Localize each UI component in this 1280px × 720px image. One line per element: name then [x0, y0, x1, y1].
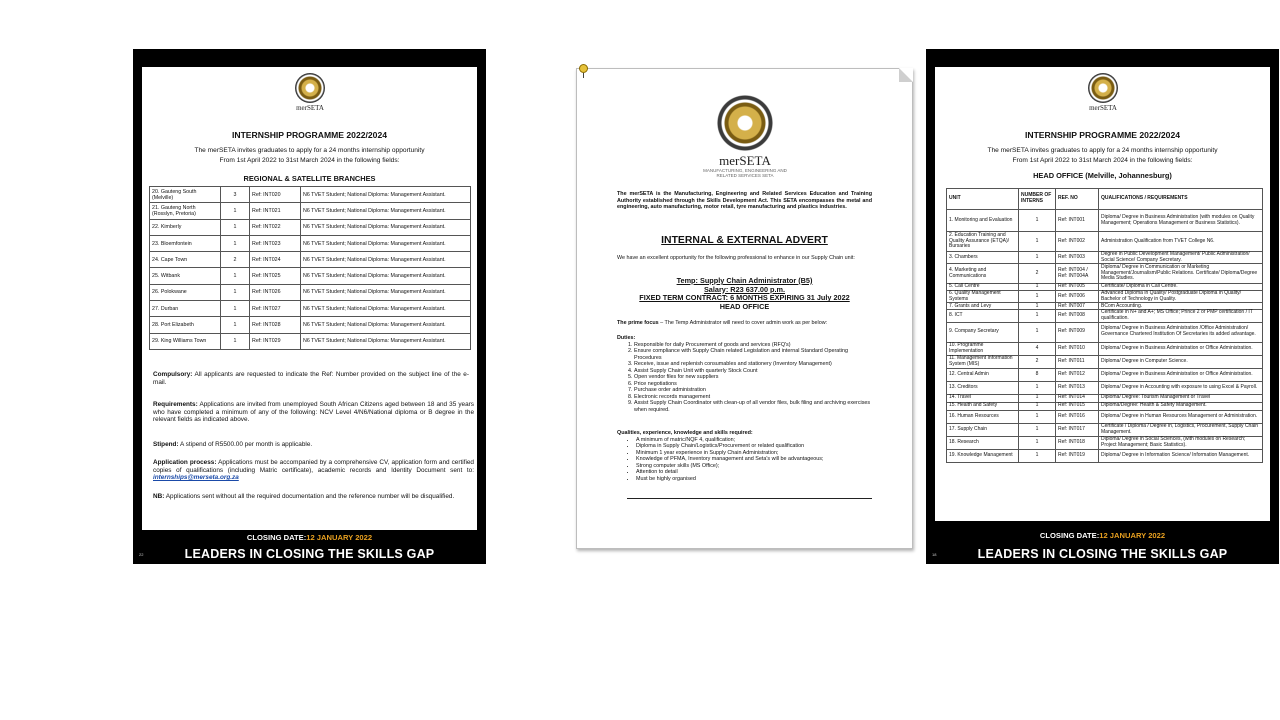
ref-cell: Ref: INT011 [1056, 355, 1099, 368]
unit-cell: 4. Marketing and Communications [947, 264, 1019, 284]
duty-item: 3. Receive, issue and replenish consumables and stationery (Inventory Management) [634, 361, 872, 368]
email-link[interactable]: internships@merseta.org.za [153, 474, 239, 481]
qualification-cell: Diploma/ Degree in Business Administration or Office Administration. [1099, 342, 1263, 355]
interns-cell: 3 [221, 187, 250, 203]
merseta-emblem-icon [1088, 73, 1118, 103]
unit-cell: 26. Polokwane [150, 284, 221, 300]
middle-advert [576, 68, 913, 549]
ref-cell: Ref: INT009 [1056, 322, 1099, 342]
requirements-body: Applications are invited from unemployed South African Citizens aged between 18 and 35 years who have completed a minimum of any of the following: NCV Level 4/N6/National diploma or B degree in the relevant fields as indicated above. [153, 401, 474, 423]
table-row [947, 436, 1263, 449]
pushpin-icon [579, 64, 588, 76]
closing-label: CLOSING DATE: [246, 533, 307, 542]
unit-cell: 3. Chambers [947, 252, 1019, 264]
focus-label: The prime focus [617, 320, 659, 326]
ref-cell: Ref: INT006 [1056, 291, 1099, 303]
office: HEAD OFFICE [719, 301, 770, 311]
page-number: 18 [932, 552, 937, 557]
ref-cell: Ref: INT022 [250, 219, 301, 235]
interns-cell: 1 [1019, 436, 1056, 449]
unit-cell: 29. King Williams Town [150, 333, 221, 349]
table-row [947, 210, 1263, 232]
branches-table [149, 186, 471, 350]
opportunity-text: We have an excellent opportunity for the following professional to enhance in our Supply Chain unit: [617, 255, 855, 261]
stipend-text [153, 441, 469, 449]
unit-cell: 2. Education Training and Quality Assurance (ETQA)/ Bursaries [947, 232, 1019, 252]
unit-cell: 21. Gauteng North (Rosslyn, Pretoria) [150, 203, 221, 219]
table-row [150, 301, 471, 317]
interns-cell: 1 [221, 333, 250, 349]
unit-cell: 9. Company Secretary [947, 322, 1019, 342]
qualification-cell: N6 TVET Student; National Diploma: Management Assistant. [301, 187, 471, 203]
interns-cell: 1 [221, 317, 250, 333]
interns-cell: 4 [1019, 342, 1056, 355]
qualification-cell: Advanced Diploma in Quality/ Postgraduate Diploma in Quality/ Bachelor of Technology in Quality. [1099, 291, 1263, 303]
table-row [947, 423, 1263, 436]
ref-cell: Ref: INT021 [250, 203, 301, 219]
interns-cell: 1 [221, 301, 250, 317]
ref-cell: Ref: INT003 [1056, 252, 1099, 264]
table-row [947, 232, 1263, 252]
position-title: Temp: Supply Chain Administrator (B5) [676, 276, 813, 285]
nb-body: Applications sent without all the required documentation and the reference number will be disqualified. [165, 493, 455, 500]
focus-body: – The Temp Administrator will need to cover admin work as per below: [658, 320, 828, 326]
nb-text [153, 493, 469, 501]
table-row [947, 310, 1263, 322]
qualification-cell: Diploma/ Degree in Communication or Marketing Management/Journalism/Public Relations. Certificate/ Diploma/Degree Media Studies. [1099, 264, 1263, 284]
merseta-logo [700, 95, 790, 178]
ref-cell: Ref: INT024 [250, 252, 301, 268]
tagline: LEADERS IN CLOSING THE SKILLS GAP [184, 547, 435, 561]
qualification-cell: N6 TVET Student; National Diploma: Management Assistant. [301, 284, 471, 300]
unit-cell: 28. Port Elizabeth [150, 317, 221, 333]
quality-item: • Diploma in Supply Chain/Logistics/Procurement or related qualification [636, 443, 872, 450]
unit-cell: 25. Witbank [150, 268, 221, 284]
table-row [150, 219, 471, 235]
ref-cell: Ref: INT015 [1056, 402, 1099, 410]
table-row [150, 284, 471, 300]
qualification-cell: Certificate/ Diploma in Call Centre. [1099, 284, 1263, 291]
unit-cell: 11. Management Information System (MIS) [947, 355, 1019, 368]
logo-subtitle: MANUFACTURING, ENGINEERING AND RELATED SERVICES SETA [703, 168, 787, 178]
unit-cell: 24. Cape Town [150, 252, 221, 268]
ref-cell: Ref: INT014 [1056, 394, 1099, 402]
duty-item: 7. Purchase order administration [634, 387, 872, 394]
section-title: HEAD OFFICE (Melville, Johannesburg) [1033, 171, 1172, 180]
table-row [150, 235, 471, 251]
merseta-emblem-icon [295, 73, 325, 103]
table-row [150, 333, 471, 349]
interns-cell: 1 [1019, 210, 1056, 232]
interns-cell: 8 [1019, 368, 1056, 381]
ref-cell: Ref: INT012 [1056, 368, 1099, 381]
nb-label: NB: [153, 493, 165, 500]
table-row [947, 381, 1263, 394]
divider [627, 498, 872, 499]
closing-date [133, 533, 486, 542]
quality-item: • Minimum 1 year experience in Supply Chain Administration; [636, 450, 872, 457]
logo-wordmark: merSETA [719, 153, 771, 168]
interns-cell: 1 [221, 203, 250, 219]
table-row [947, 402, 1263, 410]
interns-cell: 1 [1019, 423, 1056, 436]
interns-cell: 1 [1019, 449, 1056, 462]
merseta-logo [1082, 73, 1124, 112]
closing-label: CLOSING DATE: [1039, 531, 1100, 540]
qualification-cell: Degree in Public Development Management/ Public Administration/ Social Science/ Company Secretary. [1099, 252, 1263, 264]
table-row [947, 291, 1263, 303]
quality-item: • A minimum of matric/NQF 4, qualification; [636, 437, 872, 444]
process-body: Applications must be accompanied by a comprehensive CV, application form and certified copies of qualifications (including Matric certificate), academic records and Identity Document sent to: [153, 459, 474, 474]
closing-date-value: 12 JANUARY 2022 [1099, 531, 1166, 540]
process-label: Application process: [153, 459, 217, 466]
qualities-block [617, 430, 872, 482]
position-block [577, 277, 912, 311]
head-office-table [946, 188, 1263, 463]
ref-cell: Ref: INT007 [1056, 303, 1099, 310]
intro-line-1: The merSETA invites graduates to apply for a 24 months internship opportunity [987, 147, 1218, 154]
ref-cell: Ref: INT019 [1056, 449, 1099, 462]
qualification-cell: N6 TVET Student; National Diploma: Management Assistant. [301, 219, 471, 235]
intro-line-2: From 1st April 2022 to 31st March 2024 in the following fields: [1012, 157, 1193, 164]
quality-item: • Attention to detail [636, 469, 872, 476]
interns-cell: 1 [1019, 252, 1056, 264]
ref-cell: Ref: INT002 [1056, 232, 1099, 252]
ref-cell: Ref: INT023 [250, 235, 301, 251]
duty-item: 6. Price negotiations [634, 381, 872, 388]
duty-item: 8. Electronic records management [634, 394, 872, 401]
logo-wordmark: merSETA [296, 104, 324, 112]
ref-cell: Ref: INT005 [1056, 284, 1099, 291]
left-poster [133, 49, 486, 564]
duty-item: 2. Ensure compliance with Supply Chain related Legislation and internal Standard Operating Procedures [634, 348, 872, 361]
qualification-cell: Diploma/ Degree in Information Science/ Information Management. [1099, 449, 1263, 462]
qualification-cell: N6 TVET Student; National Diploma: Management Assistant. [301, 301, 471, 317]
ref-cell: Ref: INT018 [1056, 436, 1099, 449]
interns-cell: 1 [221, 235, 250, 251]
ref-cell: Ref: INT029 [250, 333, 301, 349]
table-row [947, 449, 1263, 462]
table-row [947, 394, 1263, 402]
requirements-label: Requirements: [153, 401, 198, 408]
qualification-cell: N6 TVET Student; National Diploma: Management Assistant. [301, 235, 471, 251]
interns-cell: 2 [1019, 355, 1056, 368]
qualification-cell: N6 TVET Student; National Diploma: Management Assistant. [301, 317, 471, 333]
table-row [947, 252, 1263, 264]
qualification-cell: Administration Qualification from TVET College N6. [1099, 232, 1263, 252]
merseta-emblem-icon [717, 95, 773, 151]
duties-block [617, 335, 872, 413]
interns-cell: 1 [1019, 402, 1056, 410]
interns-cell: 1 [1019, 394, 1056, 402]
ref-cell: Ref: INT025 [250, 268, 301, 284]
interns-cell: 1 [221, 219, 250, 235]
table-row [947, 410, 1263, 423]
compulsory-body: All applicants are requested to indicate the Ref: Number provided on the subject line of the e-mail. [153, 371, 469, 386]
column-header: QUALIFICATIONS / REQUIREMENTS [1099, 189, 1263, 210]
unit-cell: 14. Travel [947, 394, 1019, 402]
page-fold [899, 68, 913, 82]
duties-list [617, 342, 872, 414]
table-row [150, 252, 471, 268]
ref-cell: Ref: INT027 [250, 301, 301, 317]
right-poster-page [935, 67, 1270, 521]
ref-cell: Ref: INT004 / Ref: INT004A [1056, 264, 1099, 284]
qualification-cell: Certificate in N+ and A+; MS Office; Prince 2 or PMP certification / IT qualification. [1099, 310, 1263, 322]
duty-item: 5. Open vendor files for new suppliers [634, 374, 872, 381]
duty-item: 1. Responsible for daily Procurement of goods and services (RFQ's) [634, 342, 872, 349]
qualification-cell: N6 TVET Student; National Diploma: Management Assistant. [301, 203, 471, 219]
table-row [947, 264, 1263, 284]
unit-cell: 7. Grants and Levy [947, 303, 1019, 310]
unit-cell: 23. Bloemfontein [150, 235, 221, 251]
unit-cell: 10. Programme Implementation [947, 342, 1019, 355]
interns-cell: 1 [1019, 284, 1056, 291]
qualification-cell: Diploma/ Degree in Business Administration or Office Administration. [1099, 368, 1263, 381]
qualification-cell: BCom Accounting. [1099, 303, 1263, 310]
interns-cell: 1 [1019, 291, 1056, 303]
unit-cell: 1. Monitoring and Evaluation [947, 210, 1019, 232]
qualification-cell: Certificate / Diploma / Degree in, Logistics, Procurement, Supply Chain Management. [1099, 423, 1263, 436]
unit-cell: 8. ICT [947, 310, 1019, 322]
tagline: LEADERS IN CLOSING THE SKILLS GAP [977, 547, 1228, 561]
qualification-cell: Diploma/ Degree in Business Administration (with modules on Quality Management; Operations Management or Business Statistics). [1099, 210, 1263, 232]
quality-item: • Strong computer skills (MS Office); [636, 463, 872, 470]
unit-cell: 27. Durban [150, 301, 221, 317]
interns-cell: 1 [1019, 303, 1056, 310]
unit-cell: 19. Knowledge Management [947, 449, 1019, 462]
qualification-cell: Diploma/ Degree in Human Resources Management or Administration. [1099, 410, 1263, 423]
table-row [947, 342, 1263, 355]
qualification-cell: Diploma/ Degree: Tourism Management or Travel [1099, 394, 1263, 402]
table-row [150, 268, 471, 284]
compulsory-label: Compulsory: [153, 371, 193, 378]
requirements-text [153, 401, 474, 424]
interns-cell: 1 [1019, 232, 1056, 252]
unit-cell: 22. Kimberly [150, 219, 221, 235]
table-row [150, 187, 471, 203]
table-row [947, 322, 1263, 342]
ref-cell: Ref: INT020 [250, 187, 301, 203]
qualification-cell: Diploma/ Degree in Business Administration /Office Administration/ Governance Chartered Institution Of Secretaries its added advantage. [1099, 322, 1263, 342]
unit-cell: 12. Central Admin [947, 368, 1019, 381]
page-number: 22 [139, 552, 144, 557]
column-header: UNIT [947, 189, 1019, 210]
focus-text [617, 320, 872, 327]
interns-cell: 1 [1019, 310, 1056, 322]
qualification-cell: Diploma/Degree: Health & Safety Management. [1099, 402, 1263, 410]
unit-cell: 6. Quality Management Systems [947, 291, 1019, 303]
table-row [947, 368, 1263, 381]
table-row [150, 317, 471, 333]
interns-cell: 1 [1019, 410, 1056, 423]
qualification-cell: Diploma/ Degree in Computer Science. [1099, 355, 1263, 368]
quality-item: • Must be highly organised [636, 476, 872, 483]
unit-cell: 17. Supply Chain [947, 423, 1019, 436]
logo-wordmark: merSETA [1089, 104, 1117, 112]
qualification-cell: N6 TVET Student; National Diploma: Management Assistant. [301, 252, 471, 268]
unit-cell: 15. Health and Safety [947, 402, 1019, 410]
column-header: NUMBER OF INTERNS [1019, 189, 1056, 210]
section-title: REGIONAL & SATELLITE BRANCHES [243, 174, 376, 183]
table-header-row [947, 189, 1263, 210]
ref-cell: Ref: INT008 [1056, 310, 1099, 322]
closing-date-value: 12 JANUARY 2022 [306, 533, 373, 542]
interns-cell: 1 [221, 284, 250, 300]
column-header: REF. NO [1056, 189, 1099, 210]
about-text: The merSETA is the Manufacturing, Engineering and Related Services Education and Training Authority established through the Skills Development Act. This SETA encompasses the metal and engineering, auto manufacturing, motor retail, tyre manufacturing and plastics industries. [617, 191, 872, 210]
closing-date [926, 531, 1279, 540]
qualification-cell: N6 TVET Student; National Diploma: Management Assistant. [301, 268, 471, 284]
right-poster [926, 49, 1279, 564]
unit-cell: 20. Gauteng South (Melville) [150, 187, 221, 203]
unit-cell: 16. Human Resources [947, 410, 1019, 423]
qualification-cell: N6 TVET Student; National Diploma: Management Assistant. [301, 333, 471, 349]
ref-cell: Ref: INT016 [1056, 410, 1099, 423]
ref-cell: Ref: INT028 [250, 317, 301, 333]
salary: Salary: R23 637.00 p.m. [703, 284, 786, 294]
qualities-label: Qualities, experience, knowledge and skills required: [617, 430, 753, 436]
interns-cell: 2 [1019, 264, 1056, 284]
interns-cell: 2 [221, 252, 250, 268]
ref-cell: Ref: INT001 [1056, 210, 1099, 232]
unit-cell: 13. Creditors [947, 381, 1019, 394]
table-row [150, 203, 471, 219]
unit-cell: 18. Research [947, 436, 1019, 449]
left-poster-page [142, 67, 477, 530]
duty-item: 9. Assist Supply Chain Coordinator with clean-up of all vendor files, bulk filing and archiving exercises when required. [634, 400, 872, 413]
interns-cell: 1 [1019, 322, 1056, 342]
intro-line-2: From 1st April 2022 to 31st March 2024 in the following fields: [219, 157, 400, 164]
poster-title: INTERNSHIP PROGRAMME 2022/2024 [1024, 130, 1181, 140]
contract: FIXED TERM CONTRACT: 6 MONTHS EXPIRING 31 July 2022 [639, 293, 850, 303]
compulsory-text [153, 371, 469, 386]
ref-cell: Ref: INT017 [1056, 423, 1099, 436]
process-text [153, 459, 474, 482]
poster-title: INTERNSHIP PROGRAMME 2022/2024 [231, 130, 388, 140]
advert-title: INTERNAL & EXTERNAL ADVERT [661, 235, 828, 246]
qualities-list [617, 437, 872, 483]
stipend-label: Stipend: [153, 441, 179, 448]
quality-item: • Knowledge of PFMA, Inventory management and Seta's will be advantageous; [636, 456, 872, 463]
unit-cell: 5. Call Centre [947, 284, 1019, 291]
ref-cell: Ref: INT013 [1056, 381, 1099, 394]
ref-cell: Ref: INT026 [250, 284, 301, 300]
duties-label: Duties: [617, 335, 636, 341]
merseta-logo [289, 73, 331, 112]
intro-line-1: The merSETA invites graduates to apply for a 24 months internship opportunity [194, 147, 425, 154]
interns-cell: 1 [1019, 381, 1056, 394]
qualification-cell: Diploma/ Degree in Social Sciences, (with modules on Research; Project Management; Basic Statistics). [1099, 436, 1263, 449]
table-row [947, 355, 1263, 368]
duty-item: 4. Assist Supply Chain Unit with quarterly Stock Count [634, 368, 872, 375]
qualification-cell: Diploma/ Degree in Accounting with exposure to using Excel & Payroll. [1099, 381, 1263, 394]
interns-cell: 1 [221, 268, 250, 284]
stipend-body: A stipend of R5500.00 per month is applicable. [180, 441, 313, 448]
ref-cell: Ref: INT010 [1056, 342, 1099, 355]
